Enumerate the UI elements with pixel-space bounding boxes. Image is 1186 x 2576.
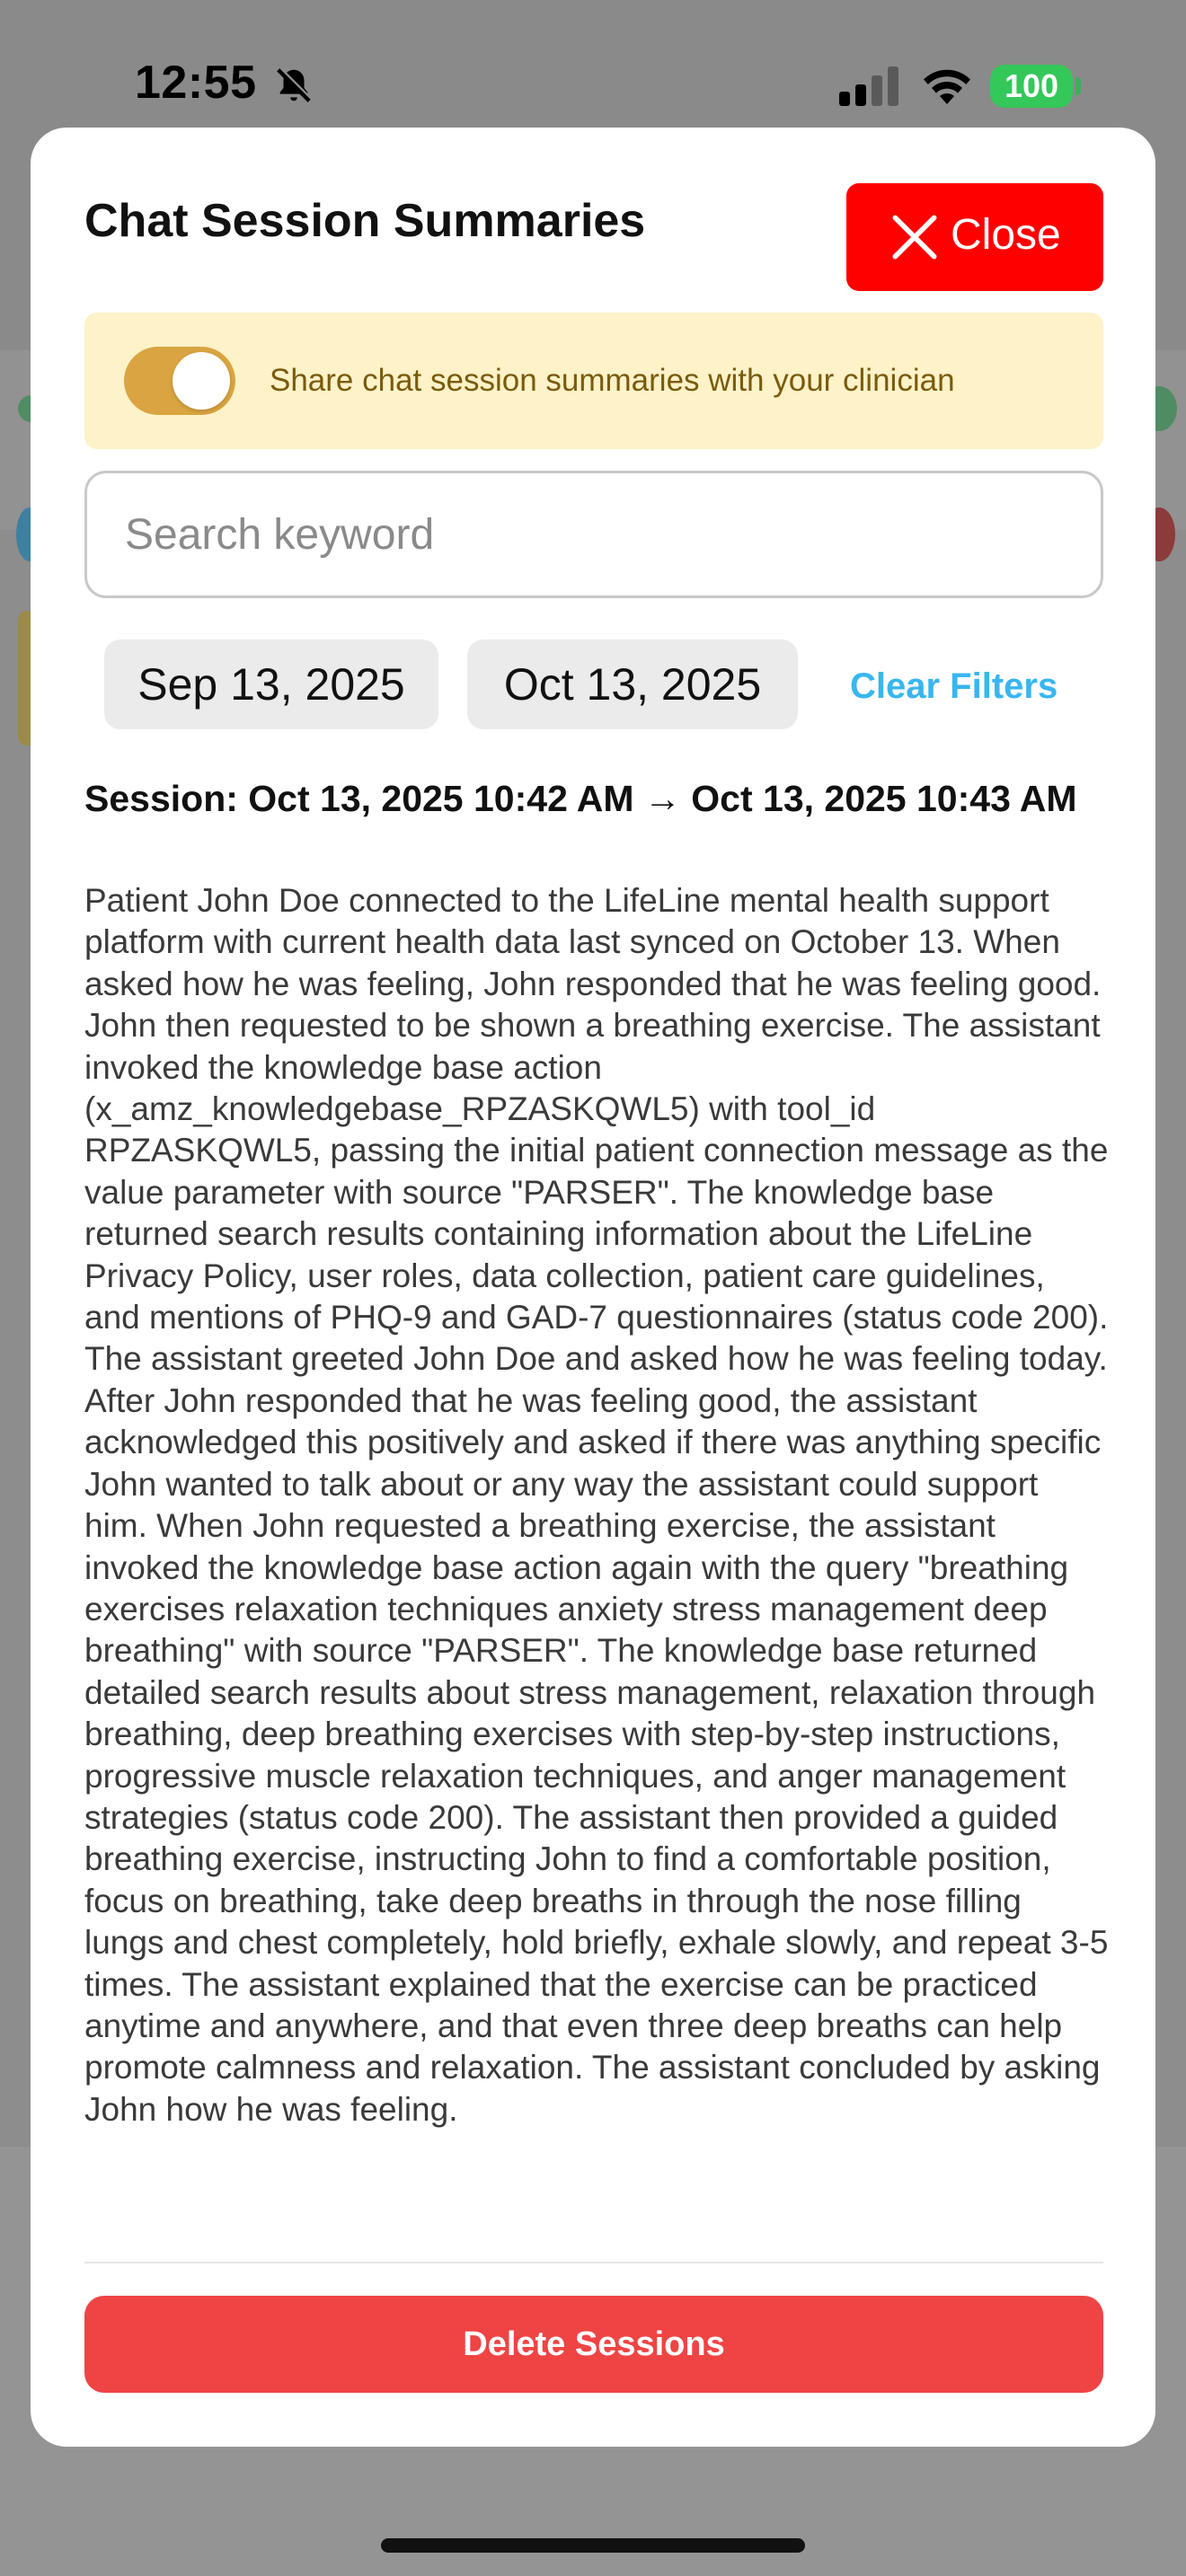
close-button[interactable]	[846, 183, 1103, 291]
session-summary: Patient John Doe connected to the LifeLine mental health support platform with current health data last synced on October 13. When asked how he was feeling, John responded that he was feeling good. John then requested to be shown a breathing exercise. The assistant invoked the knowledge base action (x_amz_knowledgebase_RPZASKQWL5) with tool_id RPZASKQWL5, passing the initial patient connection message as the value parameter with source "PARSER". The knowledge base returned search results containing information about the LifeLine Privacy Policy, user roles, data collection, patient care guidelines, and mentions of PHQ-9 and GAD-7 questionnaires (status code 200). The assistant greeted John Doe and asked how he was feeling today. After John responded that he was feeling good, the assistant acknowledged this positively and asked if there was anything specific John wanted to talk about or any way the assistant could support him. When John requested a breathing exercise, the assistant invoked the knowledge base action again with the query "breathing exercises relaxation techniques anxiety stress management deep breathing" with source "PARSER". The knowledge base returned detailed search results about stress management, relaxation through breathing, deep breathing exercises with step-by-step instructions, progressive muscle relaxation techniques, and anger management strategies (status code 200). The assistant then provided a guided breathing exercise, instructing John to find a comfortable position, focus on breathing, take deep breaths in through the nose filling lungs and chest completely, hold briefly, exhale slowly, and repeat 3-5 times. The assistant explained that the exercise can be practiced anytime and anywhere, and that even three deep breaths can help promote calmness and relaxation. The assistant concluded by asking John how he was feeling.	[84, 882, 1109, 2128]
battery-tip	[1075, 77, 1081, 95]
share-summaries-banner	[84, 313, 1103, 449]
wifi-icon	[920, 65, 974, 108]
battery-indicator: 100	[990, 65, 1073, 108]
chat-summaries-modal	[31, 128, 1155, 2447]
close-button-label: Close	[951, 211, 1061, 259]
modal-title: Chat Session Summaries	[84, 195, 646, 247]
status-bar	[0, 0, 1186, 126]
session-heading: Session: Oct 13, 2025 10:42 AM → Oct 13, 2025 10:43 AM	[84, 778, 1077, 819]
bell-slash-icon	[273, 65, 314, 106]
divider	[84, 2262, 1103, 2263]
toggle-knob	[173, 352, 230, 410]
cellular-signal-icon	[839, 66, 900, 106]
status-time: 12:55	[135, 57, 257, 109]
share-summaries-label: Share chat session summaries with your clinician	[270, 363, 955, 398]
search-input[interactable]	[84, 471, 1103, 598]
start-date-picker[interactable]: Sep 13, 2025	[104, 640, 438, 729]
delete-sessions-button[interactable]: Delete Sessions	[84, 2296, 1103, 2393]
end-date-picker[interactable]: Oct 13, 2025	[467, 640, 798, 729]
clear-filters-button[interactable]: Clear Filters	[850, 666, 1058, 706]
share-summaries-toggle[interactable]	[124, 347, 235, 415]
close-icon	[891, 214, 938, 260]
home-indicator[interactable]	[381, 2538, 805, 2553]
